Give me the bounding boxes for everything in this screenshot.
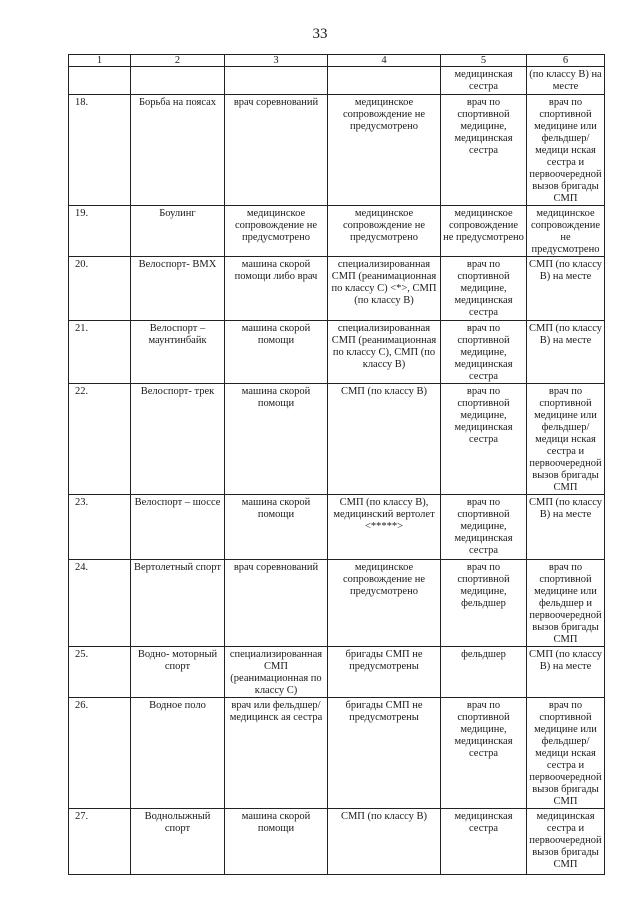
row-number: 27.	[69, 809, 131, 875]
table-row	[69, 67, 605, 95]
sport-name: Водное поло	[131, 698, 225, 809]
sport-name: Боулинг	[131, 206, 225, 257]
cell-col4: специализированная СМП (реанимационная по классу С) <*>, СМП (по классу В)	[328, 257, 441, 321]
cell-col4: медицинское сопровождение не предусмотрено	[328, 560, 441, 647]
row-number: 23.	[69, 495, 131, 560]
cell-col6: СМП (по классу В) на месте	[527, 495, 605, 560]
row-number: 21.	[69, 321, 131, 384]
cell-col5: врач по спортивной медицине, медицинская сестра	[441, 698, 527, 809]
cell-col6: врач по спортивной медицине или фельдшер/медици нская сестра и первоочередной вызов бригады СМП	[527, 698, 605, 809]
cell-col6: СМП (по классу В) на месте	[527, 257, 605, 321]
sport-name: Велоспорт- BMX	[131, 257, 225, 321]
cell-col5: медицинская сестра	[441, 67, 527, 95]
cell-col4: СМП (по классу В)	[328, 809, 441, 875]
cell-col3: машина скорой помощи либо врач	[225, 257, 328, 321]
cell-col6: врач по спортивной медицине или фельдшер/медици нская сестра и первоочередной вызов бригады СМП	[527, 95, 605, 206]
table-row	[69, 206, 605, 257]
cell-col3: машина скорой помощи	[225, 384, 328, 495]
cell-col4: СМП (по классу В), медицинский вертолет <*****>	[328, 495, 441, 560]
sport-name: Велоспорт – маунтинбайк	[131, 321, 225, 384]
sport-name: Велоспорт- трек	[131, 384, 225, 495]
sport-name	[131, 67, 225, 95]
cell-col6: врач по спортивной медицине или фельдшер/медици нская сестра и первоочередной вызов бригады СМП	[527, 384, 605, 495]
row-number: 18.	[69, 95, 131, 206]
cell-col6: СМП (по классу В) на месте	[527, 647, 605, 698]
cell-col5: врач по спортивной медицине, фельдшер	[441, 560, 527, 647]
table-row	[69, 809, 605, 875]
cell-col3: специализированная СМП (реанимационная по классу С)	[225, 647, 328, 698]
cell-col4: СМП (по классу В)	[328, 384, 441, 495]
sport-name: Борьба на поясах	[131, 95, 225, 206]
sport-name: Велоспорт – шоссе	[131, 495, 225, 560]
column-header: 3	[225, 55, 328, 67]
cell-col6: медицинская сестра и первоочередной вызов бригады СМП	[527, 809, 605, 875]
table-row	[69, 321, 605, 384]
cell-col3: машина скорой помощи	[225, 321, 328, 384]
cell-col5: медицинское сопровождение не предусмотрено	[441, 206, 527, 257]
cell-col5: врач по спортивной медицине, медицинская сестра	[441, 321, 527, 384]
cell-col6: врач по спортивной медицине или фельдшер и первоочередной вызов бригады СМП	[527, 560, 605, 647]
cell-col5: фельдшер	[441, 647, 527, 698]
cell-col6: СМП (по классу В) на месте	[527, 321, 605, 384]
cell-col4: медицинское сопровождение не предусмотрено	[328, 95, 441, 206]
table-row	[69, 384, 605, 495]
cell-col4: медицинское сопровождение не предусмотрено	[328, 206, 441, 257]
sport-name: Водно- моторный спорт	[131, 647, 225, 698]
cell-col5: врач по спортивной медицине, медицинская сестра	[441, 257, 527, 321]
row-number: 20.	[69, 257, 131, 321]
table-row	[69, 95, 605, 206]
cell-col3	[225, 67, 328, 95]
cell-col3: врач или фельдшер/медицинск ая сестра	[225, 698, 328, 809]
cell-col6: (по классу В) на месте	[527, 67, 605, 95]
page-number: 33	[312, 26, 328, 42]
column-header: 4	[328, 55, 441, 67]
cell-col5: медицинская сестра	[441, 809, 527, 875]
cell-col4: бригады СМП не предусмотрены	[328, 698, 441, 809]
row-number	[69, 67, 131, 95]
cell-col5: врач по спортивной медицине, медицинская сестра	[441, 95, 527, 206]
column-header: 1	[69, 55, 131, 67]
table-row	[69, 698, 605, 809]
cell-col4	[328, 67, 441, 95]
table-row	[69, 560, 605, 647]
cell-col6: медицинское сопровождение не предусмотрено	[527, 206, 605, 257]
table-row	[69, 495, 605, 560]
cell-col3: машина скорой помощи	[225, 809, 328, 875]
cell-col4: бригады СМП не предусмотрены	[328, 647, 441, 698]
cell-col3: врач соревнований	[225, 95, 328, 206]
cell-col3: врач соревнований	[225, 560, 328, 647]
row-number: 26.	[69, 698, 131, 809]
cell-col3: медицинское сопровождение не предусмотрено	[225, 206, 328, 257]
table-row	[69, 257, 605, 321]
cell-col5: врач по спортивной медицине, медицинская сестра	[441, 384, 527, 495]
column-header: 2	[131, 55, 225, 67]
row-number: 24.	[69, 560, 131, 647]
column-header: 6	[527, 55, 605, 67]
sport-name: Вертолетный спорт	[131, 560, 225, 647]
cell-col3: машина скорой помощи	[225, 495, 328, 560]
sport-name: Воднолыжный спорт	[131, 809, 225, 875]
row-number: 22.	[69, 384, 131, 495]
cell-col4: специализированная СМП (реанимационная по классу С), СМП (по классу В)	[328, 321, 441, 384]
header-row	[69, 55, 605, 67]
cell-col5: врач по спортивной медицине, медицинская сестра	[441, 495, 527, 560]
column-header: 5	[441, 55, 527, 67]
row-number: 19.	[69, 206, 131, 257]
medical-support-table	[68, 54, 605, 875]
table-row	[69, 647, 605, 698]
row-number: 25.	[69, 647, 131, 698]
